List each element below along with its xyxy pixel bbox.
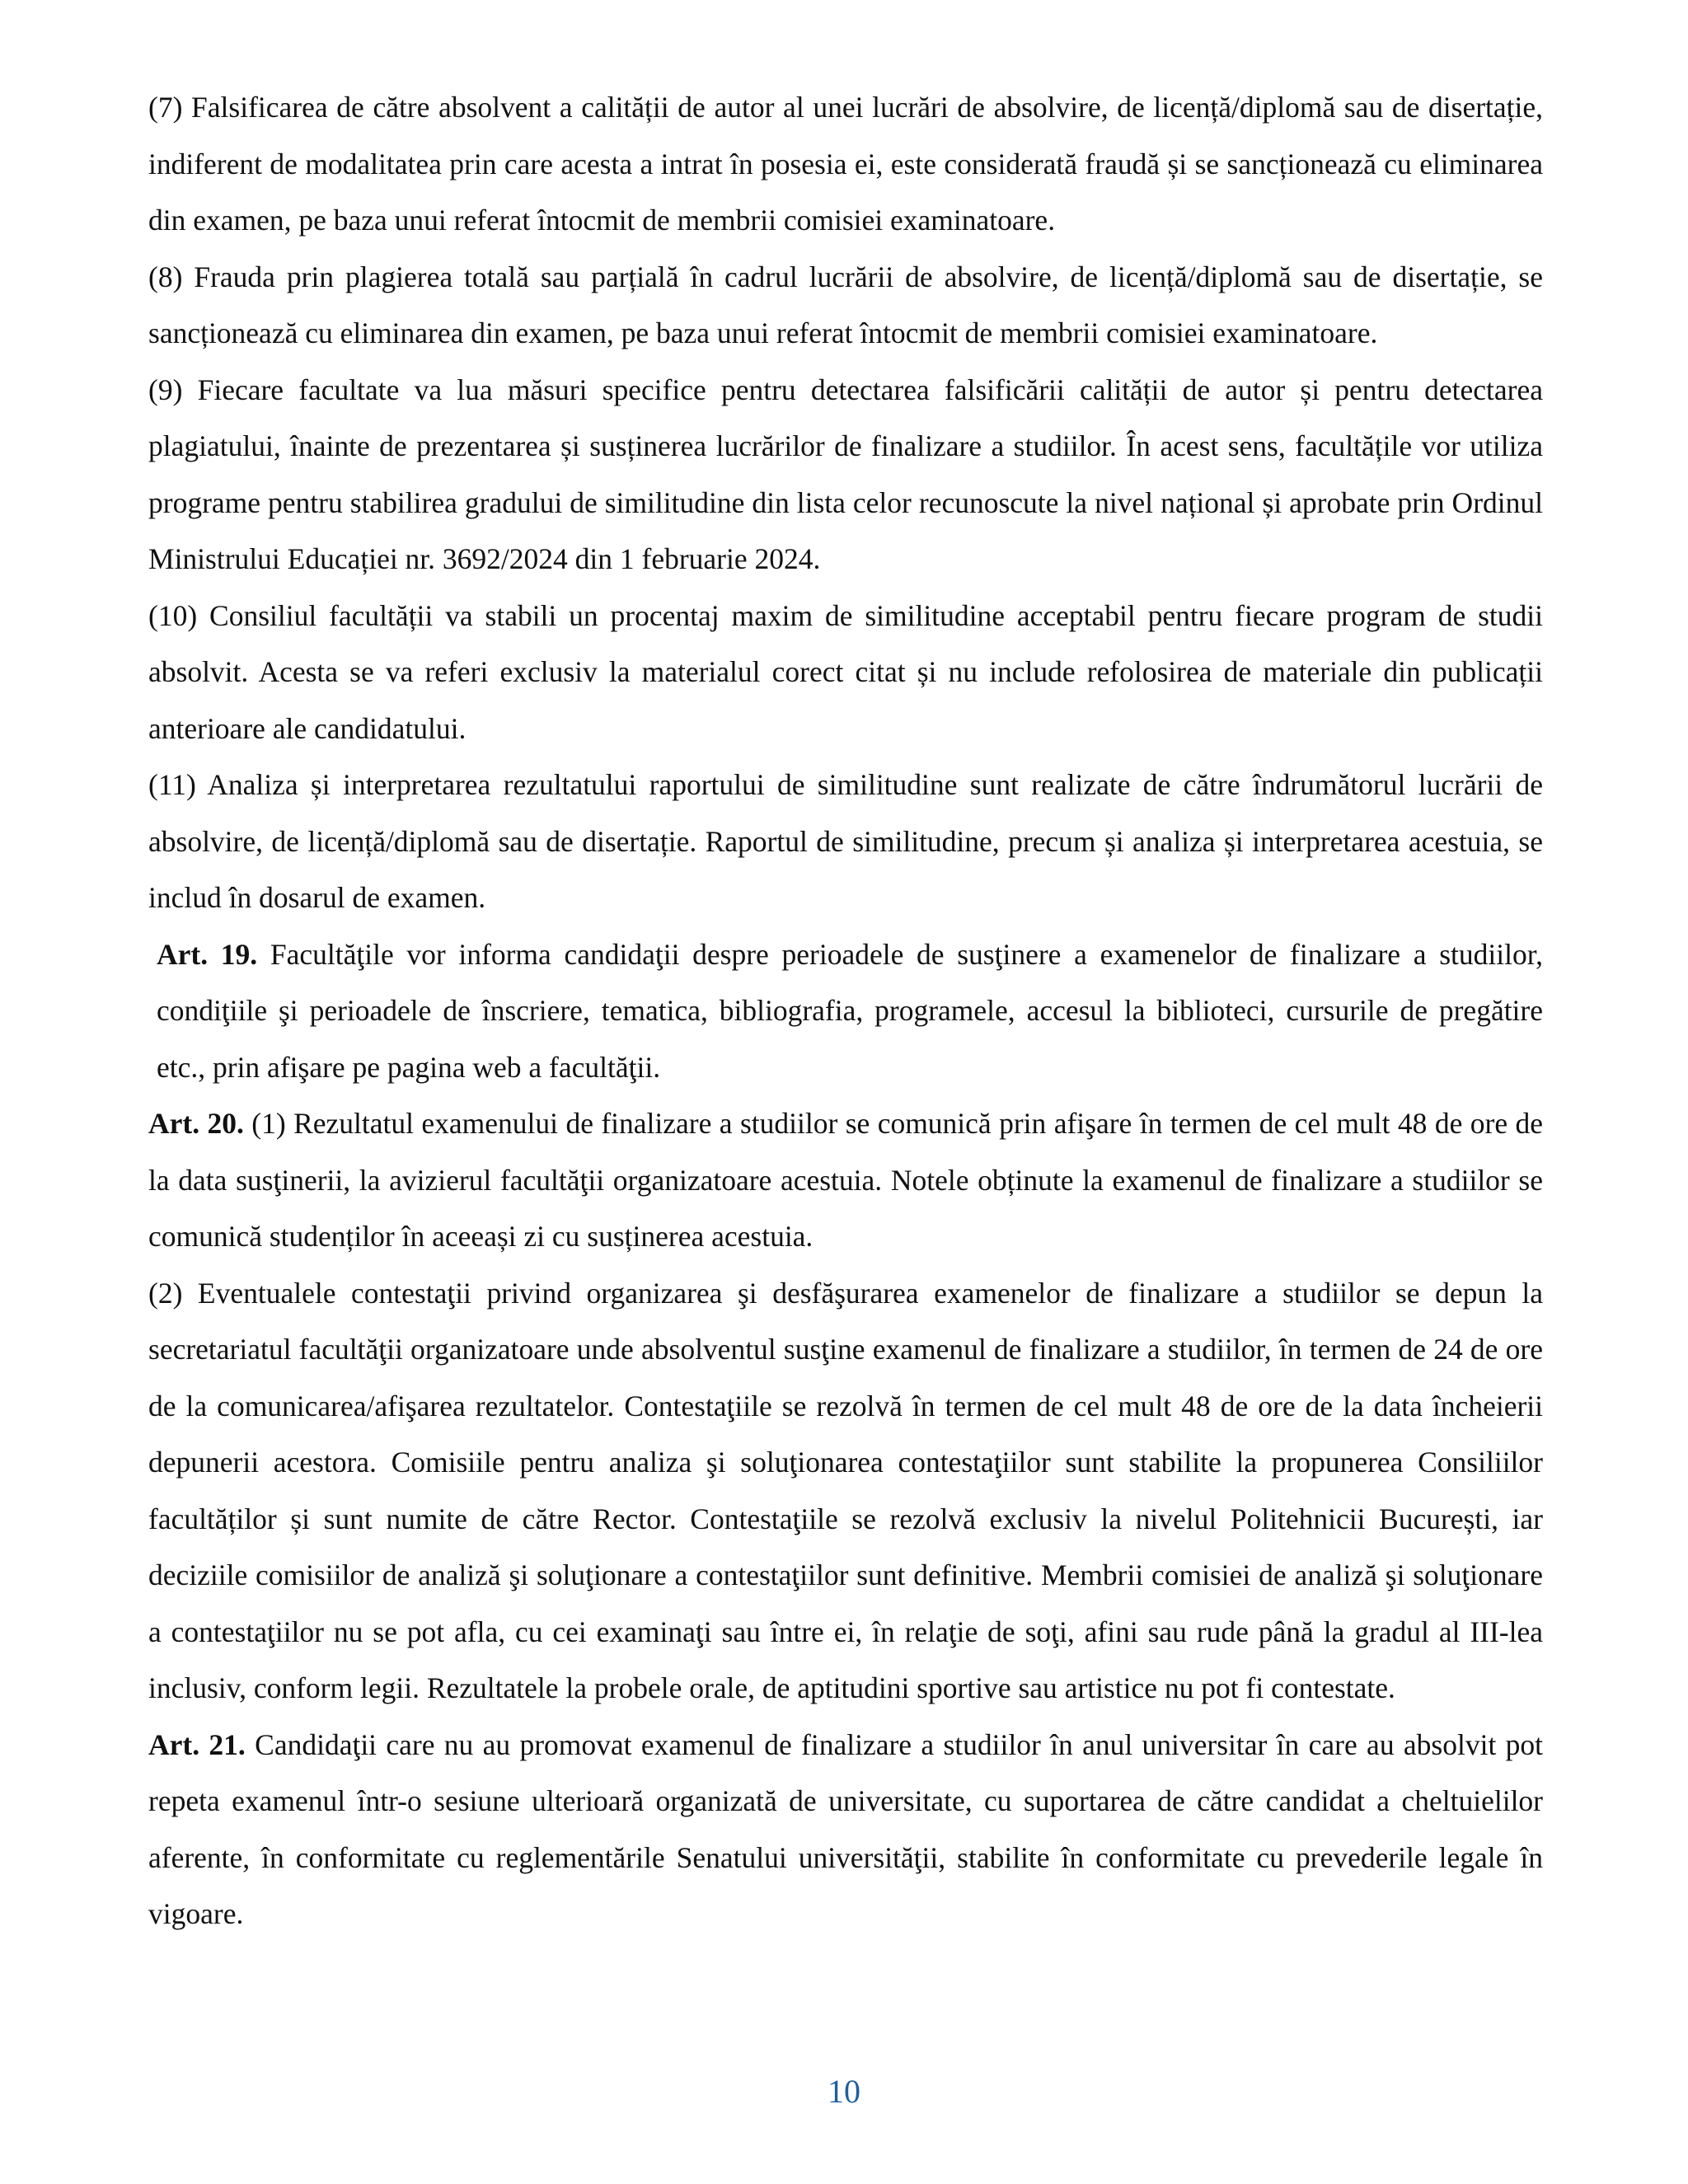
paragraph-10 [148,588,1543,757]
article-20-label: Art. 20. [148,1107,244,1140]
paragraph-7 [148,79,1543,249]
paragraph-8 [148,249,1543,362]
paragraph-11 [148,757,1543,926]
article-21-label: Art. 21. [148,1727,246,1761]
article-20-text: (1) Rezultatul examenului de finalizare a studiilor se comunică prin afişare în termen de cel mult 48 de ore de la data susţinerii, la avizierul facultăţii organizatoare acestuia. Notele obținute la examenul de finalizare a studiilor se comunică studenților în aceeași zi cu susținerea acestuia. [148,1107,1543,1253]
paragraph-7-text: (7) Falsificarea de către absolvent a calității de autor al unei lucrări de absolvire, de licență/diplomă sau de disertație, indiferent de modalitatea prin care acesta a intrat în posesia ei, este considerată fraudă și se sancționează cu eliminarea din examen, pe baza unui referat întocmit de membrii comisiei examinatoare. [148,91,1543,237]
article-19-label: Art. 19. [157,937,258,971]
article-20 [148,1095,1543,1265]
document-body [148,79,1543,1943]
article-19-text: Facultăţile vor informa candidaţii despre perioadele de susţinere a examenelor de finalizare a studiilor, condiţiile şi perioadele de înscriere, tematica, bibliografia, programele, accesul la biblioteci, cursurile de pregătire etc., prin afişare pe pagina web a facultăţii. [157,937,1544,1084]
article-19 [148,926,1543,1096]
paragraph-10-text: (10) Consiliul facultății va stabili un procentaj maxim de similitudine acceptabil pentru fiecare program de studii absolvit. Acesta se va referi exclusiv la materialul corect citat și nu include refolosirea de materiale din publicații anterioare ale candidatului. [148,598,1543,745]
paragraph-9 [148,362,1543,588]
article-20-paragraph-2-text: (2) Eventualele contestaţii privind organizarea şi desfăşurarea examenelor de finalizare a studiilor se depun la secretariatul facultăţii organizatoare unde absolventul susţine examenul de finalizare a studiilor, în termen de 24 de ore de la comunicarea/afişarea rezultatelor. Contestaţiile se rezolvă în termen de cel mult 48 de ore de la data încheierii depunerii acestora. Comisiile pentru analiza şi soluţionarea contestaţiilor sunt stabilite la propunerea Consiliilor facultăților și sunt numite de către Rector. Contestaţiile se rezolvă exclusiv la nivelul Politehnicii București, iar deciziile comisiilor de analiză şi soluţionare a contestaţiilor sunt definitive. Membrii comisiei de analiză şi soluţionare a contestaţiilor nu se pot afla, cu cei examinaţi sau între ei, în relaţie de soţi, afini sau rude până la gradul al III-lea inclusiv, conform legii. Rezultatele la probele orale, de aptitudini sportive sau artistice nu pot fi contestate. [148,1276,1543,1704]
paragraph-8-text: (8) Frauda prin plagierea totală sau parțială în cadrul lucrării de absolvire, de licență/diplomă sau de disertație, se sancționează cu eliminarea din examen, pe baza unui referat întocmit de membrii comisiei examinatoare. [148,260,1543,349]
article-21 [148,1717,1543,1943]
paragraph-11-text: (11) Analiza și interpretarea rezultatului raportului de similitudine sunt realizate de către îndrumătorul lucrării de absolvire, de licență/diplomă sau de disertație. Raportul de similitudine, precum și analiza și interpretarea acestuia, se includ în dosarul de examen. [148,768,1543,914]
page-number: 10 [828,2073,860,2110]
paragraph-9-text: (9) Fiecare facultate va lua măsuri specifice pentru detectarea falsificării calității de autor și pentru detectarea plagiatului, înainte de prezentarea și susținerea lucrărilor de finalizare a studiilor. În acest sens, facultățile vor utiliza programe pentru stabilirea gradului de similitudine din lista celor recunoscute la nivel național și aprobate prin Ordinul Ministrului Educației nr. 3692/2024 din 1 februarie 2024. [148,373,1543,575]
article-20-paragraph-2 [148,1265,1543,1717]
article-21-text: Candidaţii care nu au promovat examenul de finalizare a studiilor în anul universitar în care au absolvit pot repeta examenul într-o sesiune ulterioară organizată de universitate, cu suportarea de către candidat a cheltuielilor aferente, în conformitate cu reglementările Senatului universităţii, stabilite în conformitate cu prevederile legale în vigoare. [148,1727,1544,1930]
